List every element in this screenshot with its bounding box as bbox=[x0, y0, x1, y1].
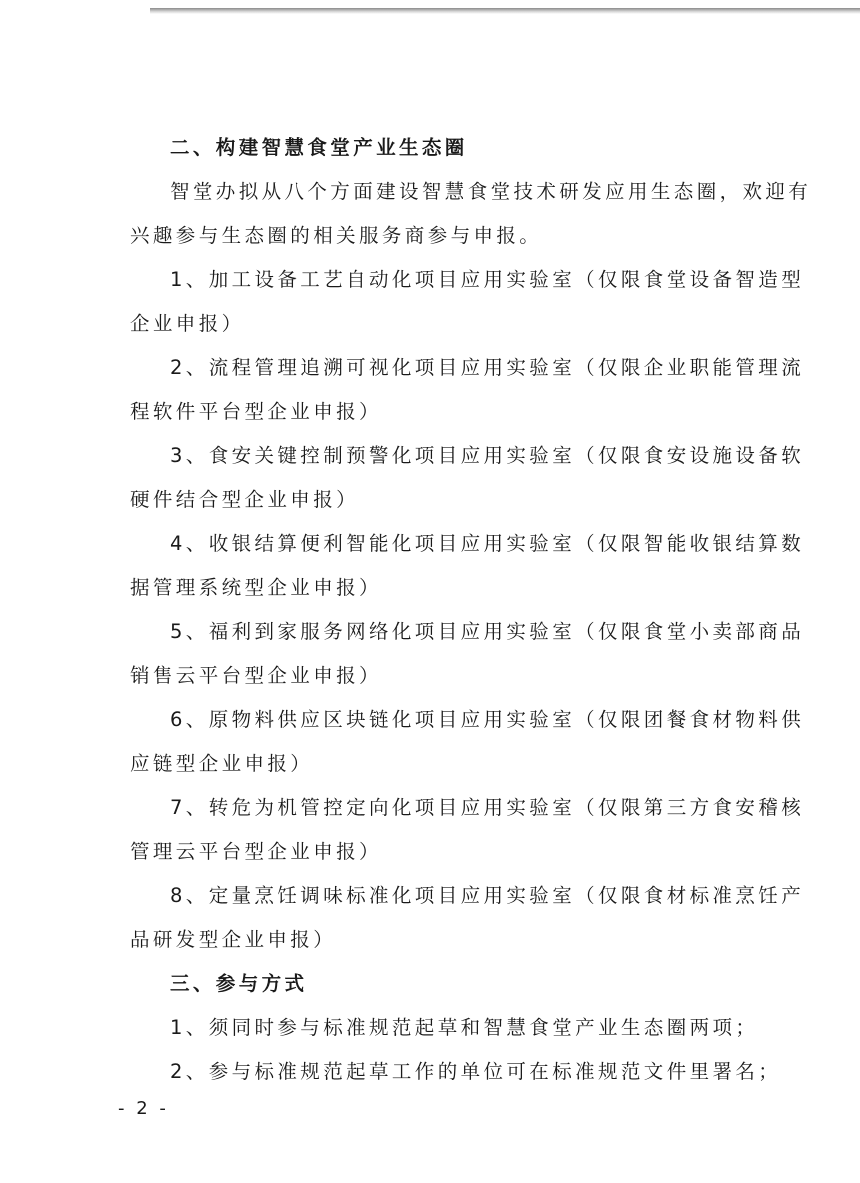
list-item-7-line-2: 管理云平台型企业申报） bbox=[130, 840, 382, 863]
list-item-5-line-1: 5、福利到家服务网络化项目应用实验室（仅限食堂小卖部商品 bbox=[170, 620, 805, 643]
paragraph-intro-line-2: 兴趣参与生态圈的相关服务商参与申报。 bbox=[130, 224, 543, 247]
list-item-6-line-1: 6、原物料供应区块链化项目应用实验室（仅限团餐食材物料供 bbox=[170, 708, 805, 731]
list-item-2-line-2: 程软件平台型企业申报） bbox=[130, 400, 382, 423]
document-body bbox=[130, 126, 812, 1094]
participation-item-1: 1、须同时参与标准规范起草和智慧食堂产业生态圈两项； bbox=[170, 1016, 759, 1039]
list-item-1-line-2: 企业申报） bbox=[130, 312, 245, 335]
list-item-4-line-2: 据管理系统型企业申报） bbox=[130, 576, 382, 599]
list-item-8-line-1: 8、定量烹饪调味标准化项目应用实验室（仅限食材标准烹饪产 bbox=[170, 884, 805, 907]
list-item-6-line-2: 应链型企业申报） bbox=[130, 752, 314, 775]
section-heading-participation: 三、参与方式 bbox=[170, 972, 308, 995]
section-heading-ecosystem: 二、构建智慧食堂产业生态圈 bbox=[170, 136, 468, 159]
paragraph-intro-line-1: 智堂办拟从八个方面建设智慧食堂技术研发应用生态圈，欢迎有 bbox=[170, 180, 812, 203]
list-item-5-line-2: 销售云平台型企业申报） bbox=[130, 664, 382, 687]
list-item-8-line-2: 品研发型企业申报） bbox=[130, 928, 337, 951]
list-item-2-line-1: 2、流程管理追溯可视化项目应用实验室（仅限企业职能管理流 bbox=[170, 356, 805, 379]
list-item-1-line-1: 1、加工设备工艺自动化项目应用实验室（仅限食堂设备智造型 bbox=[170, 268, 805, 291]
participation-item-2: 2、参与标准规范起草工作的单位可在标准规范文件里署名； bbox=[170, 1060, 782, 1083]
page-number: - 2 - bbox=[118, 1098, 169, 1119]
list-item-7-line-1: 7、转危为机管控定向化项目应用实验室（仅限第三方食安稽核 bbox=[170, 796, 805, 819]
list-item-3-line-2: 硬件结合型企业申报） bbox=[130, 488, 360, 511]
list-item-3-line-1: 3、食安关键控制预警化项目应用实验室（仅限食安设施设备软 bbox=[170, 444, 805, 467]
scan-edge-shadow bbox=[150, 8, 860, 14]
list-item-4-line-1: 4、收银结算便利智能化项目应用实验室（仅限智能收银结算数 bbox=[170, 532, 805, 555]
